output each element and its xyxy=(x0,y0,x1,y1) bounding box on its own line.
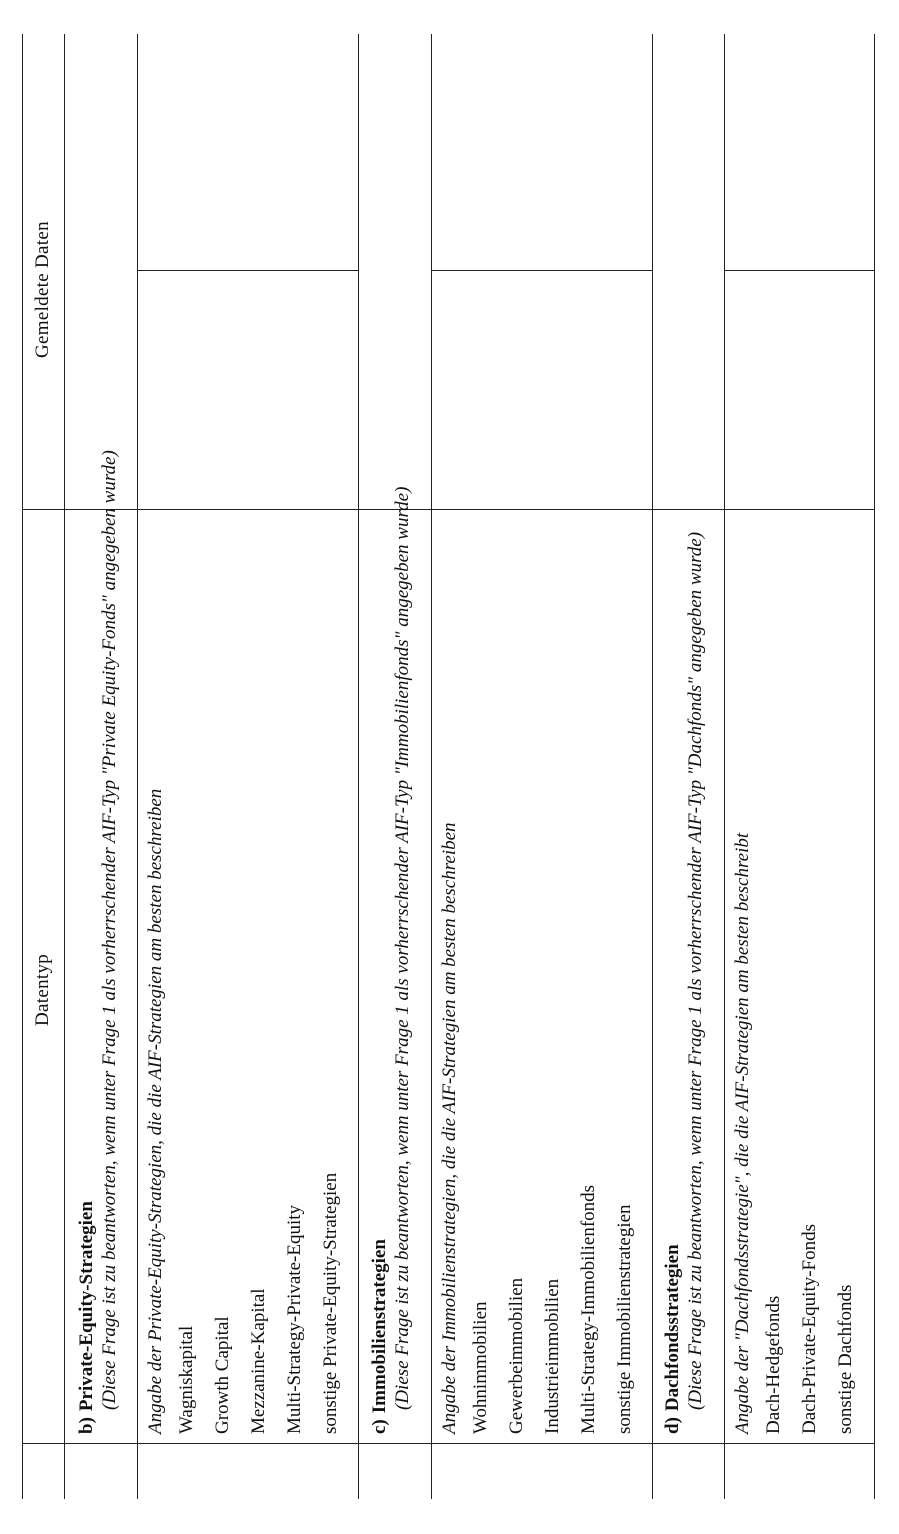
rule-d-title xyxy=(724,34,725,1499)
rule-bottom xyxy=(874,34,875,1499)
section-label: c) xyxy=(369,1419,390,1434)
rule-c-title xyxy=(431,34,432,1499)
rule-left-col xyxy=(22,1443,874,1444)
list-item: Dach-Hedgefonds xyxy=(763,1295,784,1434)
list-item: Wohnimmobilien xyxy=(470,1301,491,1434)
list-item: Multi-Strategy-Immobilienfonds xyxy=(578,1184,599,1434)
list-item: Gewerbeimmobilien xyxy=(506,1277,527,1434)
section-title xyxy=(662,532,684,1434)
rule-column-divider xyxy=(22,509,874,510)
section-prompt: Angabe der Immobilienstrategien, die die AIF-Strategien am besten beschreiben xyxy=(439,822,460,1434)
section-note: (Diese Frage ist zu beantworten, wenn unter Frage 1 als vorherrschender AIF-Typ "Immobilienfonds" angegeben wurde) xyxy=(392,486,413,1410)
section-note: (Diese Frage ist zu beantworten, wenn unter Frage 1 als vorherrschender AIF-Typ "Private Equity-Fonds" angegeben wurde) xyxy=(99,450,120,1410)
section-b-options xyxy=(145,789,349,1434)
list-item: Industrieimmobilien xyxy=(542,1278,563,1434)
section-label: b) xyxy=(76,1417,97,1434)
rule-d-data-split xyxy=(724,270,874,271)
rule-top xyxy=(22,34,23,1499)
rule-b-title xyxy=(137,34,138,1499)
header-gemeldete-daten: Gemeldete Daten xyxy=(32,221,53,358)
section-d-options xyxy=(732,833,864,1434)
section-c-options xyxy=(439,822,643,1434)
rule-c-data-split xyxy=(431,270,652,271)
rule-b-options xyxy=(358,34,359,1499)
rule-b-data-split xyxy=(137,270,358,271)
section-label: d) xyxy=(662,1417,683,1434)
section-title-text: Private-Equity-Strategien xyxy=(76,1201,97,1412)
list-item: sonstige Immobilienstrategien xyxy=(614,1204,635,1434)
section-title xyxy=(369,487,391,1434)
section-title xyxy=(76,450,98,1434)
section-b-heading xyxy=(76,450,121,1434)
section-prompt: Angabe der "Dachfondsstrategie", die die AIF-Strategien am besten beschreibt xyxy=(732,832,753,1434)
list-item: Multi-Strategy-Private-Equity xyxy=(284,1204,305,1434)
list-item: Mezzanine-Kapital xyxy=(248,1288,269,1434)
section-note: (Diese Frage ist zu beantworten, wenn unter Frage 1 als vorherrschender AIF-Typ "Dachfonds" angegeben wurde) xyxy=(685,531,706,1410)
section-d-heading xyxy=(662,532,707,1434)
list-item: Wagniskapital xyxy=(176,1325,197,1434)
list-item: Dach-Private-Equity-Fonds xyxy=(799,1223,820,1434)
section-c-heading xyxy=(369,487,414,1434)
section-title-text: Immobilienstrategien xyxy=(369,1239,390,1414)
section-prompt: Angabe der Private-Equity-Strategien, die die AIF-Strategien am besten beschreiben xyxy=(145,788,166,1434)
list-item: sonstige Dachfonds xyxy=(835,1284,856,1434)
rule-c-options xyxy=(652,34,653,1499)
rule-header-bottom xyxy=(64,34,65,1499)
header-datentyp: Datentyp xyxy=(32,953,53,1026)
list-item: sonstige Private-Equity-Strategien xyxy=(320,1172,341,1434)
section-title-text: Dachfondsstrategien xyxy=(662,1244,683,1412)
list-item: Growth Capital xyxy=(212,1316,233,1434)
